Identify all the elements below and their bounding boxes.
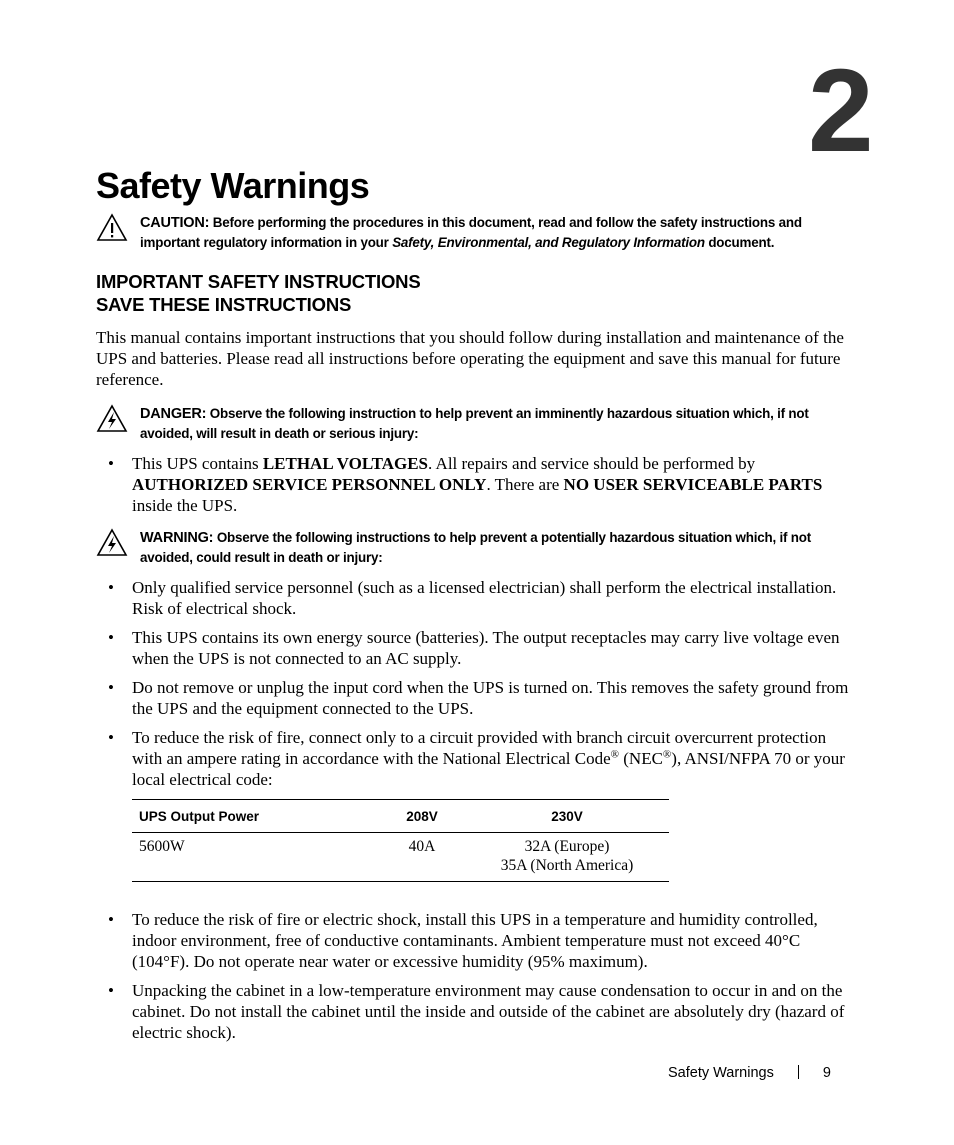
table-header-row [132,800,669,833]
danger-notice [96,404,856,444]
footer-section: Safety Warnings [668,1065,774,1081]
warning-text [140,528,856,568]
caution-text [140,213,856,253]
danger-body: Observe the following instruction to help prevent an imminently hazardous situation which, if not avoided, will result in death or serious injury: [140,406,809,441]
warning-bullet-4 [132,727,860,790]
electrical-hazard-icon [96,404,128,434]
cell-230v [466,833,669,882]
db-bold-1: LETHAL VOLTAGES [262,454,428,473]
db-text-3: . There are [486,475,564,494]
danger-text [140,404,856,444]
wb4-text-1: To reduce the risk of fire, connect only to a circuit provided with branch circuit overcurrent protection with an ampere rating in accordance with the National Electrical Code [132,728,827,768]
page-footer [668,1065,831,1081]
caution-label: CAUTION: [140,215,210,231]
section-heading [96,270,420,316]
caution-text-2: document. [704,235,775,250]
db-text-2: . All repairs and service should be performed by [427,454,756,473]
wb4-text-3: ), ANSI/NFPA 70 or your local electrical code: [132,749,845,789]
warning-bullet-5: • To reduce the risk of fire or electric shock, install this UPS in a temperature and humidity controlled, indoor environment, free of conductive contaminants. Ambient temperature must not exceed 40°C (104°F). Do not operate near water or excessive humidity (95% maximum). [132,909,860,972]
intro-paragraph: This manual contains important instructions that you should follow during installation and maintenance of the UPS and batteries. Please read all instructions before operating the equipment and save this manual for future reference. [96,328,844,389]
col-header-power: UPS Output Power [132,800,379,833]
db-bold-3: NO USER SERVICEABLE PARTS [563,475,823,494]
page-number: 9 [822,1065,831,1081]
warning-bullet-2: • This UPS contains its own energy source (batteries). The output receptacles may carry live voltage even when the UPS is not connected to an AC supply. [132,627,860,669]
regulatory-doc-title: Safety, Environmental, and Regulatory Information [392,235,705,250]
col-header-230v: 230V [466,800,669,833]
section-heading-line2: SAVE THESE INSTRUCTIONS [96,294,352,315]
registered-mark: ® [610,748,619,761]
db-text-1: This UPS contains [132,454,263,473]
chapter-number: 2 [808,45,872,177]
col-header-208v: 208V [379,800,466,833]
cell-230v-north-america: 35A (North America) [500,857,634,874]
danger-bullet [132,453,860,516]
caution-text-1: Before performing the procedures in this document, read and follow the safety instructions and important regulatory information in your [140,215,802,250]
warning-bullet-1: • Only qualified service personnel (such as a licensed electrician) shall perform the electrical installation. Risk of electrical shock. [132,577,860,619]
warning-bullet-6: • Unpacking the cabinet in a low-temperature environment may cause condensation to occur in and on the cabinet. Do not install the cabinet until the inside and outside of the cabinet are absolutely dry (hazard of electric shock). [132,980,860,1043]
cell-power: 5600W [132,833,379,882]
db-bold-2: AUTHORIZED SERVICE PERSONNEL ONLY [132,475,487,494]
table-row [132,833,669,882]
warning-notice [96,528,856,568]
page-title: Safety Warnings [96,165,370,206]
cell-208v: 40A [379,833,466,882]
caution-notice [96,213,856,253]
footer-divider [798,1065,799,1079]
db-text-4: inside the UPS. [132,496,238,515]
registered-mark: ® [662,748,672,761]
warning-bullet-3: • Do not remove or unplug the input cord when the UPS is turned on. This removes the safety ground from the UPS and the equipment connected to the UPS. [132,677,860,719]
section-heading-line1: IMPORTANT SAFETY INSTRUCTIONS [96,271,421,292]
warning-label: WARNING: [140,530,214,546]
caution-icon [96,213,128,243]
cell-230v-europe: 32A (Europe) [524,838,610,855]
wb4-text-2: (NEC [619,749,663,768]
electrical-hazard-icon [96,528,128,558]
danger-label: DANGER: [140,406,207,422]
warning-body: Observe the following instructions to help prevent a potentially hazardous situation which, if not avoided, could result in death or injury: [140,530,812,565]
circuit-rating-table [132,799,669,882]
